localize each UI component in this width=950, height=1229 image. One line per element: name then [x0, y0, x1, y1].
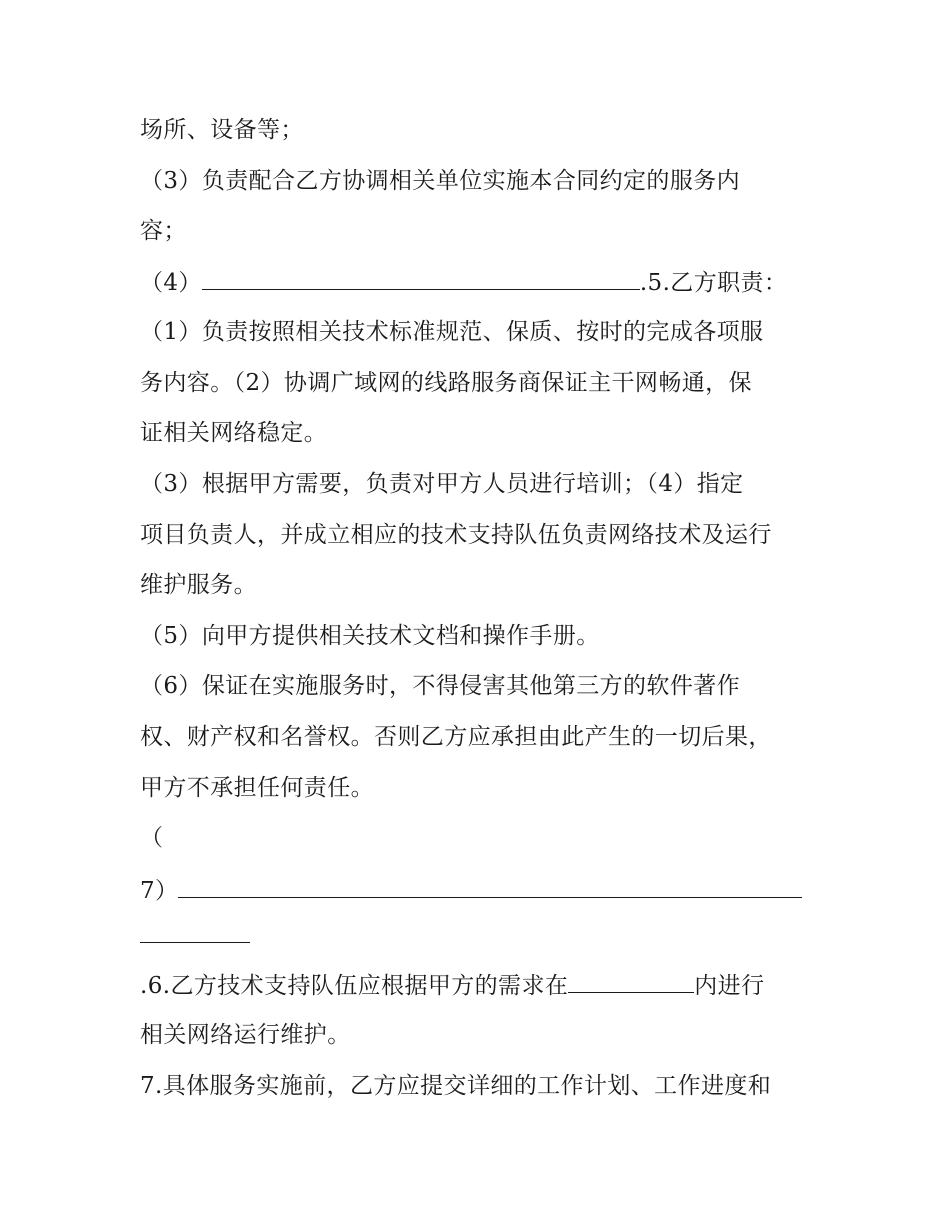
text-line: 证相关网络稳定。 [140, 420, 328, 446]
fill-in-blank [202, 267, 640, 290]
text-line-with-blank [140, 875, 802, 906]
text-line: （3）负责配合乙方协调相关单位实施本合同约定的服务内 [140, 168, 741, 194]
text-line: 场所、设备等； [140, 117, 304, 143]
text-line: 容； [140, 218, 187, 244]
text-line: （ [140, 825, 164, 851]
item-number: 7） [140, 878, 179, 904]
fill-in-blank [568, 970, 694, 993]
text-line: 权、财产权和名誉权。否则乙方应承担由此产生的一切后果， [140, 724, 772, 750]
item-number: （4） [140, 270, 202, 296]
text-line: 维护服务。 [140, 572, 257, 598]
text-line: （3）根据甲方需要，负责对甲方人员进行培训；（4）指定 [140, 471, 744, 497]
fill-in-blank [178, 875, 802, 898]
text-line: 项目负责人，并成立相应的技术支持队伍负责网络技术及运行 [140, 522, 772, 548]
section-heading: .5.乙方职责： [639, 270, 788, 296]
text-line: 务内容。（2）协调广域网的线路服务商保证主干网畅通，保 [140, 370, 752, 396]
section-text: .6.乙方技术支持队伍应根据甲方的需求在 [140, 973, 569, 999]
fill-in-blank [140, 920, 250, 943]
section-text: 内进行 [694, 973, 765, 999]
text-line: （1）负责按照相关技术标准规范、保质、按时的完成各项服 [140, 319, 764, 345]
text-line: 7.具体服务实施前，乙方应提交详细的工作计划、工作进度和 [140, 1073, 772, 1099]
text-line: 甲方不承担任何责任。 [140, 775, 374, 801]
text-line: （5）向甲方提供相关技术文档和操作手册。 [140, 623, 600, 649]
text-line: 相关网络运行维护。 [140, 1022, 351, 1048]
fill-in-blank-line [140, 920, 250, 951]
text-line: （6）保证在实施服务时，不得侵害其他第三方的软件著作 [140, 673, 741, 699]
text-line-with-blank [140, 267, 787, 298]
text-line-with-blank [140, 970, 764, 1001]
